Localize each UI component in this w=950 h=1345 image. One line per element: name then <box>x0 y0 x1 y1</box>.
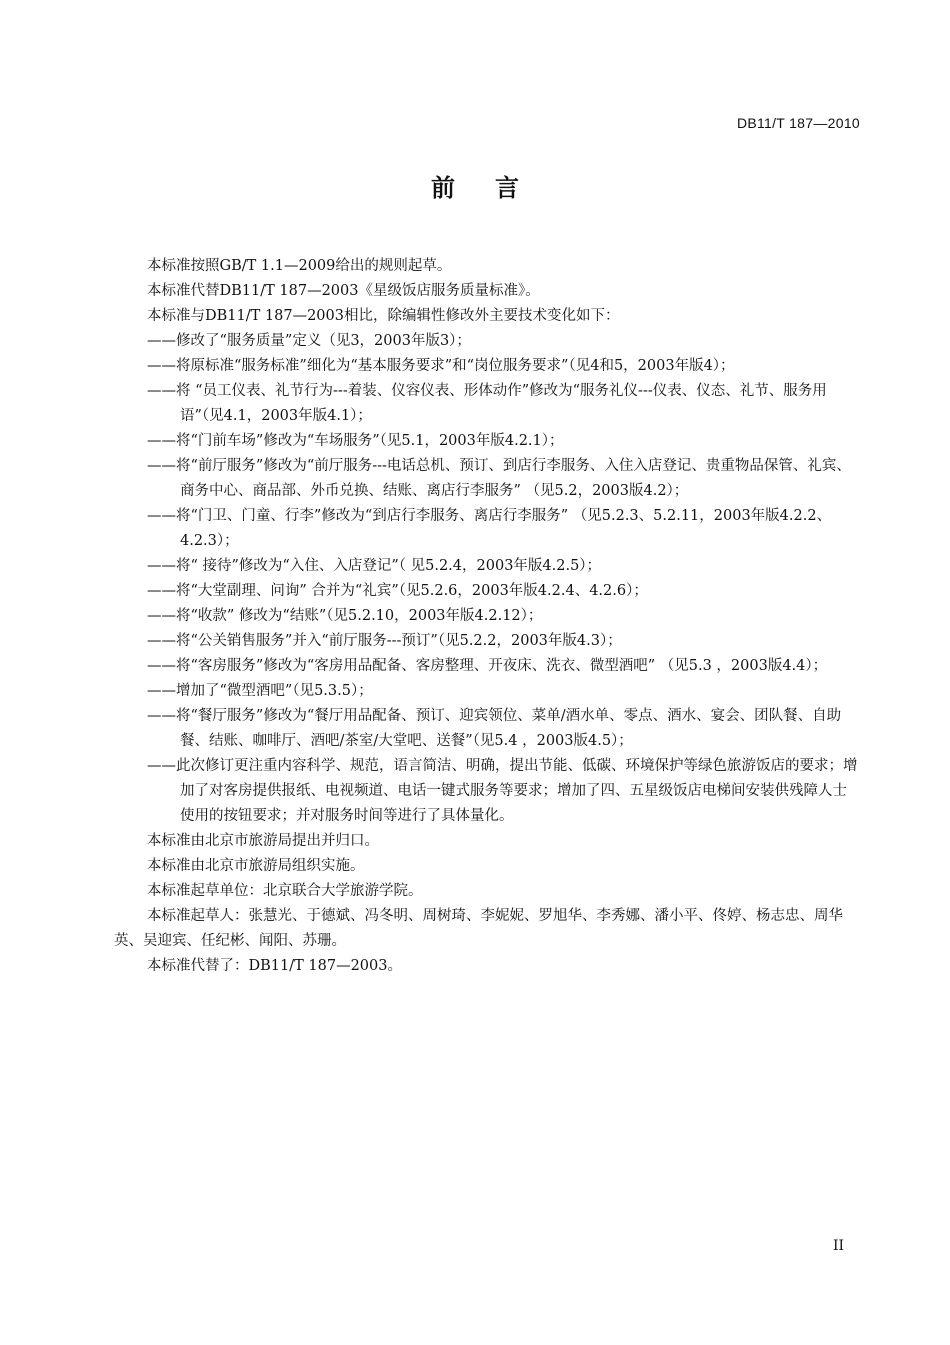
change-item: ——将“公关销售服务”并入“前厅服务---预订”（见5.2.2，2003年版4.3）； <box>147 633 622 649</box>
change-item: ——将“门前车场”修改为“车场服务”（见5.1，2003年版4.2.1）； <box>147 433 564 449</box>
change-item: ——将“ 接待”修改为“入住、入店登记”（ 见5.2.4，2003年版4.2.5）； <box>147 558 602 574</box>
change-item: ——将“收款” 修改为“结账”（见5.2.10，2003年版4.2.12）； <box>147 608 543 624</box>
page-number: II <box>832 1238 844 1254</box>
document-code: DB11/T 187—2010 <box>736 115 860 131</box>
change-item: ——将 “员工仪表、礼节行为---着装、仪容仪表、形体动作”修改为“服务礼仪---仪表、仪态、礼节、服务用语”（见4.1，2003年版4.1）； <box>147 383 827 424</box>
closing-paragraph: 本标准起草人：张慧光、于德斌、冯冬明、周树琦、李妮妮、罗旭华、李秀娜、潘小平、佟婷、杨志忠、周华英、吴迎宾、任纪彬、闻阳、苏珊。 <box>114 908 843 949</box>
intro-paragraph: 本标准与DB11/T 187—2003相比，除编辑性修改外主要技术变化如下： <box>147 308 620 324</box>
closing-paragraph: 本标准代替了：DB11/T 187—2003。 <box>147 958 402 974</box>
change-item: ——将“前厅服务”修改为“前厅服务---电话总机、预订、到店行李服务、入住入店登记、贵重物品保管、礼宾、商务中心、商品部、外币兑换、结账、离店行李服务” （见5.2，2003版4.2）； <box>147 458 851 499</box>
change-item: ——修改了“服务质量”定义（见3，2003年版3）； <box>147 333 471 349</box>
intro-paragraph: 本标准按照GB/T 1.1—2009给出的规则起草。 <box>147 258 452 274</box>
change-item: ——将原标准“服务标准”细化为“基本服务要求”和“岗位服务要求”（见4和5，2003年版4）； <box>147 358 735 374</box>
foreword-body <box>114 254 860 979</box>
closing-paragraph: 本标准由北京市旅游局提出并归口。 <box>147 833 379 849</box>
change-item: ——将“门卫、门童、行李”修改为“到店行李服务、离店行李服务” （见5.2.3、5.2.11，2003年版4.2.2、4.2.3）； <box>147 508 832 549</box>
change-item: ——此次修订更注重内容科学、规范，语言简洁、明确，提出节能、低碳、环境保护等绿色旅游饭店的要求；增加了对客房提供报纸、电视频道、电话一键式服务等要求；增加了四、五星级饭店电梯间安装供残障人士使用的按钮要求；并对服务时间等进行了具体量化。 <box>147 758 858 824</box>
closing-paragraph: 本标准由北京市旅游局组织实施。 <box>147 858 365 874</box>
change-item: ——将“餐厅服务”修改为“餐厅用品配备、预订、迎宾领位、菜单/酒水单、零点、酒水、宴会、团队餐、自助餐、结账、咖啡厅、酒吧/茶室/大堂吧、送餐”（见5.4 ，2003版4.5）； <box>147 708 842 749</box>
change-item: ——增加了“微型酒吧”（见5.3.5）； <box>147 683 373 699</box>
closing-paragraph: 本标准起草单位：北京联合大学旅游学院。 <box>147 883 423 899</box>
intro-paragraph: 本标准代替DB11/T 187—2003《星级饭店服务质量标准》。 <box>147 283 540 299</box>
change-item: ——将“客房服务”修改为“客房用品配备、客房整理、开夜床、洗衣、微型酒吧” （见5.3 ，2003版4.4）； <box>147 658 828 674</box>
change-item: ——将“大堂副理、问询” 合并为“礼宾”（见5.2.6，2003年版4.2.4、4.2.6）； <box>147 583 648 599</box>
page-title: 前言 <box>431 174 559 202</box>
